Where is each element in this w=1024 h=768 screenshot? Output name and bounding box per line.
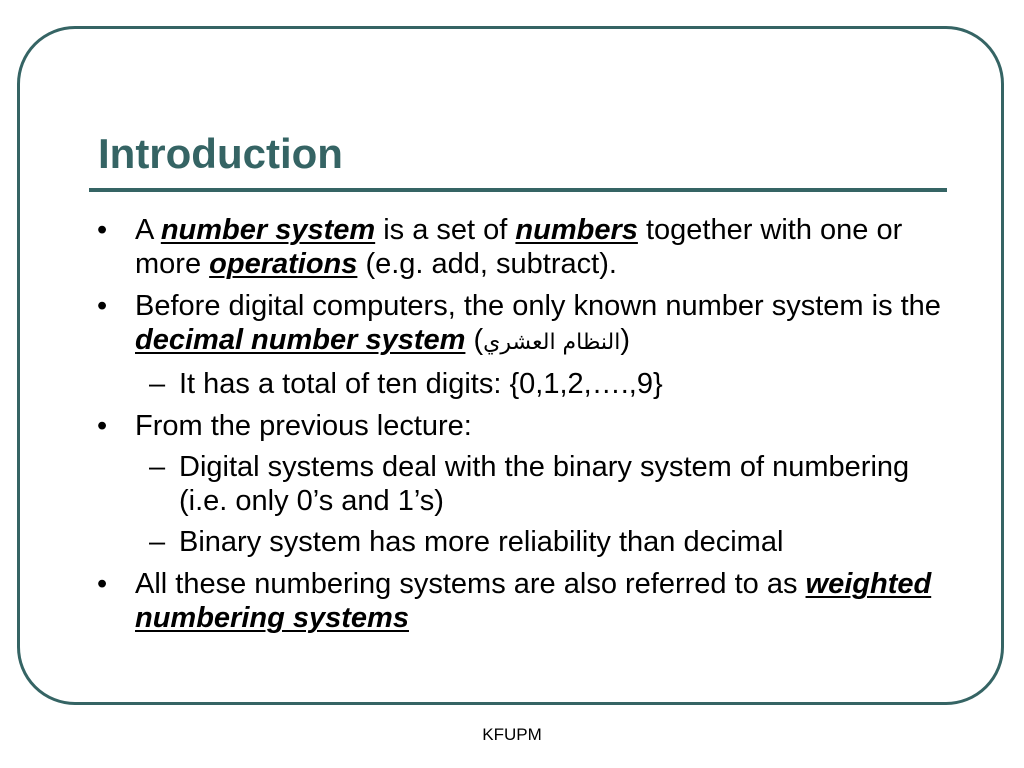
bullet-text: Digital systems deal with the binary system of numbering (i.e. only 0’s and 1’s) [179, 451, 910, 517]
emphasized-term: numbers [515, 214, 638, 246]
slide-body [95, 213, 955, 635]
bullet-marker: • [97, 568, 108, 600]
bullet-text: Before digital computers, the only known number system is the [135, 290, 941, 322]
bullet-text: (e.g. add, subtract). [357, 248, 617, 280]
bullet-text: A [135, 214, 161, 246]
title-divider [89, 188, 947, 192]
bullet-text: It has a total of ten digits: {0,1,2,….,9} [179, 368, 663, 400]
bullet-text: From the previous lecture: [135, 410, 472, 442]
bullet-text: ( [465, 324, 484, 356]
sub-bullet-item [95, 450, 955, 518]
bullet-text: All these numbering systems are also referred to as [135, 568, 806, 600]
dash-marker: – [149, 368, 166, 400]
bullet-text: together with one or more [135, 214, 903, 280]
bullet-item [95, 567, 955, 635]
dash-marker: – [149, 526, 166, 558]
emphasized-term: weighted numbering systems [135, 568, 932, 634]
bullet-text: is a set of [375, 214, 516, 246]
bullet-item [95, 409, 955, 443]
bullet-item [95, 289, 955, 360]
bullet-marker: • [97, 410, 108, 442]
emphasized-term: operations [209, 248, 358, 280]
bullet-marker: • [97, 290, 108, 322]
sub-bullet-item [95, 367, 955, 401]
slide-title: Introduction [98, 130, 343, 177]
bullet-text: Binary system has more reliability than decimal [179, 526, 784, 558]
bullet-marker: • [97, 214, 108, 246]
footer-label: KFUPM [482, 725, 542, 744]
emphasized-term: number system [160, 214, 376, 246]
arabic-term: النظام العشري [483, 330, 621, 355]
dash-marker: – [149, 451, 166, 483]
emphasized-term: decimal number system [135, 324, 466, 356]
bullet-item [95, 213, 955, 281]
bullet-text: ) [620, 324, 631, 356]
sub-bullet-item [95, 525, 955, 559]
